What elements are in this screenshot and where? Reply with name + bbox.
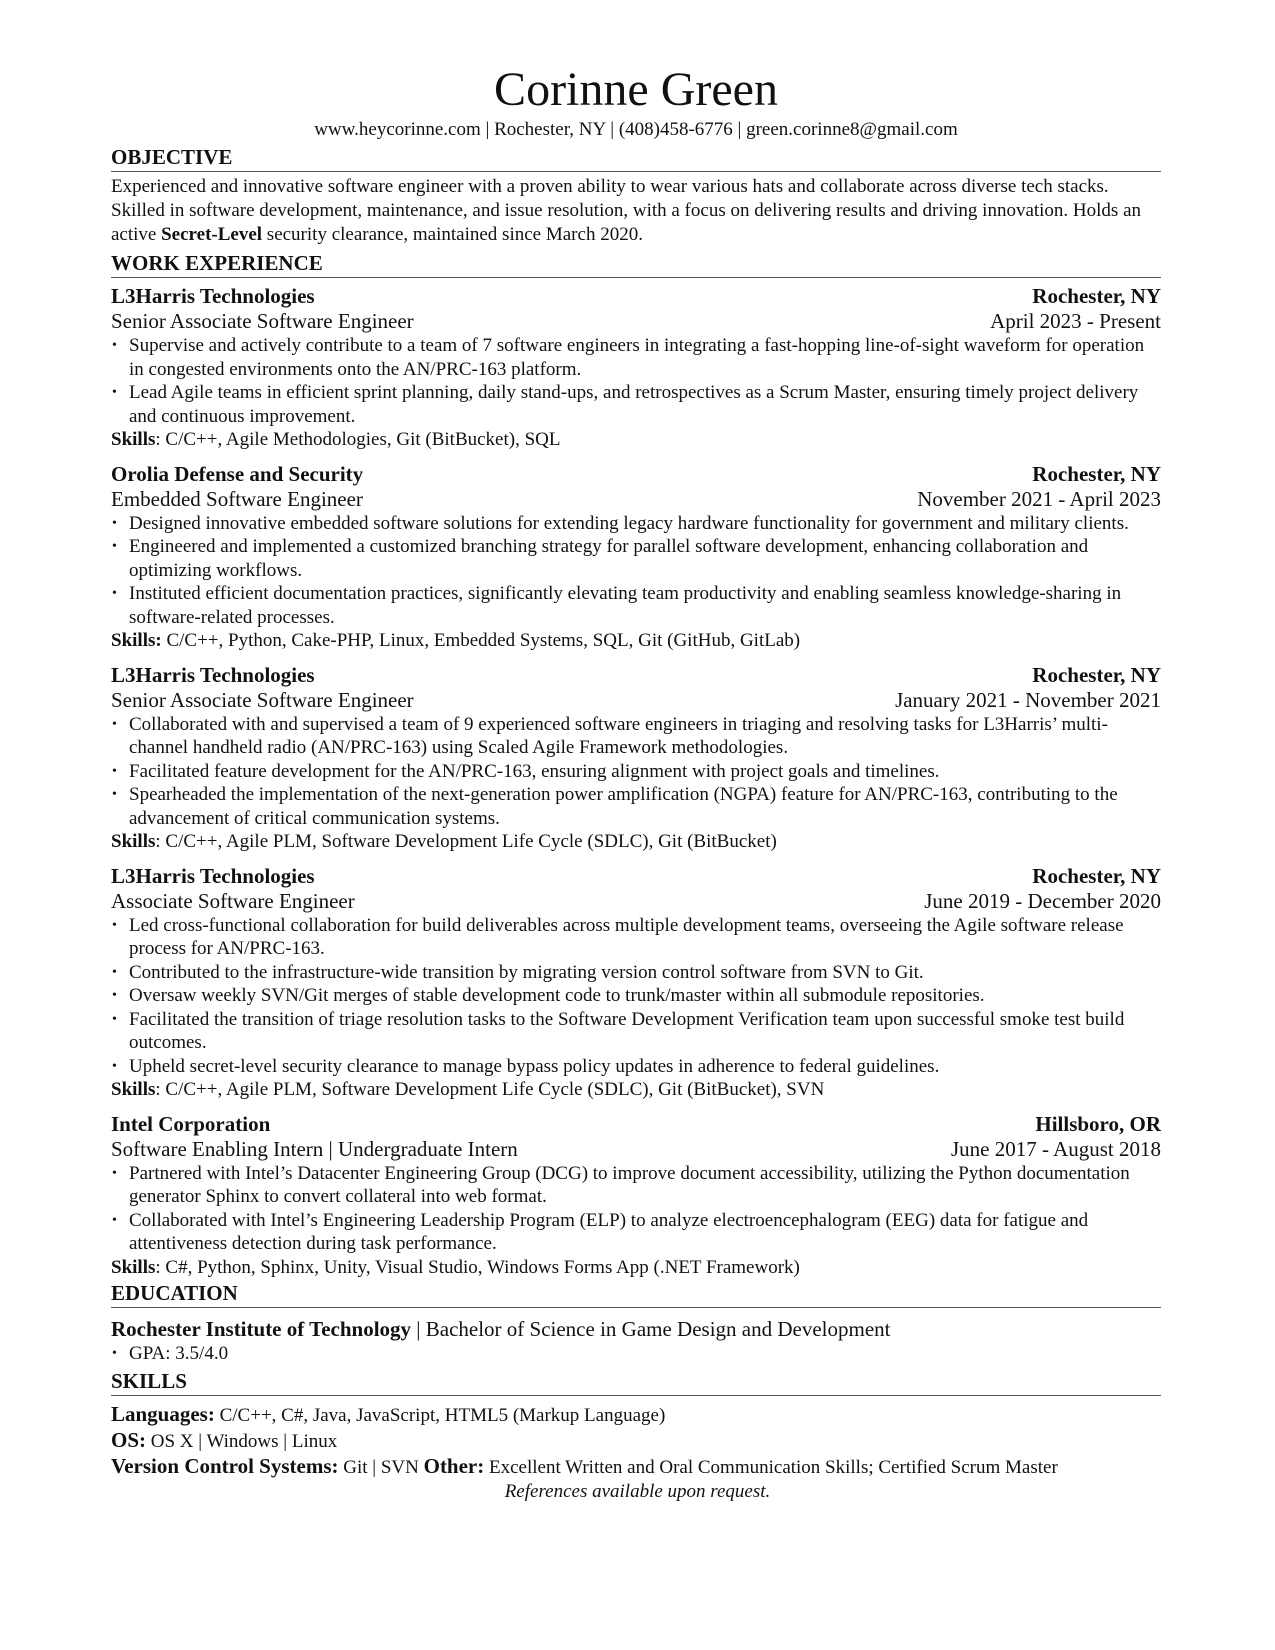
- skills-heading: SKILLS: [111, 1369, 1161, 1396]
- job-bullets: [111, 914, 1161, 1079]
- job-bullet: • Lead Agile teams in efficient sprint planning, daily stand-ups, and retrospectives as a Scrum Master, ensuring timely project delivery and continuous improvement.: [111, 381, 1161, 428]
- job-bullet: • Facilitated feature development for the AN/PRC-163, ensuring alignment with project goals and timelines.: [111, 760, 1161, 784]
- resume-page: [111, 62, 1161, 1480]
- job-entry: [111, 283, 1161, 452]
- job-role: Associate Software Engineer: [111, 888, 355, 913]
- education-bullets: [111, 1342, 1161, 1366]
- job-bullets: [111, 512, 1161, 630]
- job-role: Software Enabling Intern | Undergraduate Intern: [111, 1136, 518, 1161]
- job-skills-label: Skills: [111, 1256, 156, 1278]
- skills-vcs-list: Git | SVN: [338, 1456, 424, 1478]
- job-entry: [111, 461, 1161, 653]
- education-heading: EDUCATION: [111, 1281, 1161, 1308]
- job-company: L3Harris Technologies: [111, 284, 315, 308]
- skills-languages: [111, 1402, 1161, 1428]
- job-dates: November 2021 - April 2023: [917, 486, 1161, 511]
- skills-languages-label: Languages:: [111, 1401, 215, 1426]
- job-entry: [111, 1111, 1161, 1280]
- skills-os-list: OS X | Windows | Linux: [146, 1430, 338, 1452]
- education-gpa: • GPA: 3.5/4.0: [111, 1342, 1161, 1366]
- work-heading: WORK EXPERIENCE: [111, 251, 1161, 278]
- job-bullet: • Collaborated with Intel’s Engineering Leadership Program (ELP) to analyze electroencephalogram (EEG) data for fatigue and attentiveness detection during task performance.: [111, 1209, 1161, 1256]
- job-bullets: [111, 1162, 1161, 1256]
- job-bullet: • Spearheaded the implementation of the next-generation power amplification (NGPA) feature for AN/PRC-163, contributing to the advancement of critical communication systems.: [111, 783, 1161, 830]
- job-bullet: • Collaborated with and supervised a team of 9 experienced software engineers in triaging and resolving tasks for L3Harris’ multi-channel handheld radio (AN/PRC-163) using Scaled Agile Framework methodologies.: [111, 713, 1161, 760]
- job-skills-list: : C#, Python, Sphinx, Unity, Visual Studio, Windows Forms App (.NET Framework): [155, 1256, 800, 1278]
- objective-text-end: security clearance, maintained since March 2020.: [262, 224, 643, 245]
- job-role: Embedded Software Engineer: [111, 486, 363, 511]
- job-skills-label: Skills:: [111, 630, 162, 651]
- job-skills: [111, 830, 1161, 854]
- job-company: Orolia Defense and Security: [111, 461, 364, 486]
- skills-languages-list: C/C++, C#, Java, JavaScript, HTML5 (Markup Language): [214, 1404, 666, 1426]
- job-bullet: • Supervise and actively contribute to a team of 7 software engineers in integrating a fast-hopping line-of-sight waveform for operation in congested environments onto the AN/PRC-163 platform.: [111, 334, 1161, 381]
- job-location: Rochester, NY: [1032, 863, 1161, 888]
- job-role: Senior Associate Software Engineer: [111, 687, 414, 712]
- job-bullets: [111, 334, 1161, 428]
- job-location: Rochester, NY: [1032, 284, 1161, 308]
- job-bullet: • Upheld secret-level security clearance to manage bypass policy updates in adherence to federal guidelines.: [111, 1055, 1161, 1079]
- objective-clearance: Secret-Level: [161, 224, 263, 245]
- job-skills: [111, 1256, 1161, 1280]
- job-skills-label: Skills: [111, 429, 156, 450]
- skills-other-list: Excellent Written and Oral Communication Skills; Certified Scrum Master: [484, 1456, 1058, 1478]
- job-bullets: [111, 713, 1161, 831]
- job-skills-label: Skills: [111, 1079, 156, 1100]
- job-bullet: • Partnered with Intel’s Datacenter Engineering Group (DCG) to improve document accessibility, utilizing the Python documentation generator Sphinx to convert collateral into web format.: [111, 1162, 1161, 1209]
- job-skills-label: Skills: [111, 831, 156, 852]
- education-degree: | Bachelor of Science in Game Design and Development: [411, 1317, 891, 1341]
- job-skills-list: C/C++, Python, Cake-PHP, Linux, Embedded Systems, SQL, Git (GitHub, GitLab): [161, 630, 801, 651]
- job-bullet: • Instituted efficient documentation practices, significantly elevating team productivity and enabling seamless knowledge-sharing in software-related processes.: [111, 582, 1161, 629]
- job-bullet: • Facilitated the transition of triage resolution tasks to the Software Development Verification team upon successful smoke test build outcomes.: [111, 1008, 1161, 1055]
- education-school: Rochester Institute of Technology: [111, 1317, 412, 1341]
- job-entry: [111, 863, 1161, 1102]
- objective-text-start: Experienced and innovative software engineer with a proven ability to wear various hats and collaborate across diverse tech stacks. Skilled in software development, maintenance, and issue resolution, with a focus on delivering results and driving innovation. Holds an active: [111, 176, 1142, 245]
- skills-vcs: [111, 1454, 1161, 1480]
- job-skills: [111, 629, 1161, 653]
- job-skills-list: : C/C++, Agile PLM, Software Development Life Cycle (SDLC), Git (BitBucket): [155, 831, 777, 852]
- skills-os: [111, 1428, 1161, 1454]
- education-entry: [111, 1316, 1161, 1342]
- job-bullet: • Contributed to the infrastructure-wide transition by migrating version control software from SVN to Git.: [111, 961, 1161, 985]
- job-company: Intel Corporation: [111, 1111, 271, 1136]
- job-company: L3Harris Technologies: [111, 863, 315, 888]
- job-bullet: • Designed innovative embedded software solutions for extending legacy hardware functionality for government and military clients.: [111, 512, 1161, 536]
- objective-heading: OBJECTIVE: [111, 145, 1161, 172]
- objective-text: [111, 175, 1161, 247]
- job-bullet: • Led cross-functional collaboration for build deliverables across multiple development teams, overseeing the Agile software release process for AN/PRC-163.: [111, 914, 1161, 961]
- job-dates: January 2021 - November 2021: [895, 687, 1161, 712]
- job-dates: June 2019 - December 2020: [924, 888, 1161, 913]
- job-skills-list: : C/C++, Agile Methodologies, Git (BitBucket), SQL: [155, 429, 561, 450]
- job-dates: April 2023 - Present: [990, 309, 1161, 333]
- job-role: Senior Associate Software Engineer: [111, 309, 414, 333]
- job-dates: June 2017 - August 2018: [951, 1136, 1161, 1161]
- job-bullet: • Engineered and implemented a customized branching strategy for parallel software development, enhancing collaboration and optimizing workflows.: [111, 535, 1161, 582]
- skills-vcs-label: Version Control Systems:: [111, 1453, 339, 1478]
- references-note: References available upon request.: [504, 1481, 771, 1502]
- job-location: Hillsboro, OR: [1035, 1111, 1161, 1136]
- candidate-name: Corinne Green: [494, 63, 778, 116]
- skills-other-label: Other:: [423, 1453, 485, 1478]
- job-location: Rochester, NY: [1032, 461, 1161, 486]
- job-location: Rochester, NY: [1032, 662, 1161, 687]
- job-skills: [111, 1078, 1161, 1102]
- job-bullet: • Oversaw weekly SVN/Git merges of stable development code to trunk/master within all submodule repositories.: [111, 984, 1161, 1008]
- job-skills: [111, 428, 1161, 452]
- skills-os-label: OS:: [111, 1427, 147, 1452]
- job-entry: [111, 662, 1161, 854]
- job-skills-list: : C/C++, Agile PLM, Software Development Life Cycle (SDLC), Git (BitBucket), SVN: [155, 1079, 825, 1100]
- contact-line: www.heycorinne.com | Rochester, NY | (408)458-6776 | green.corinne8@gmail.com: [314, 119, 958, 140]
- job-company: L3Harris Technologies: [111, 662, 315, 687]
